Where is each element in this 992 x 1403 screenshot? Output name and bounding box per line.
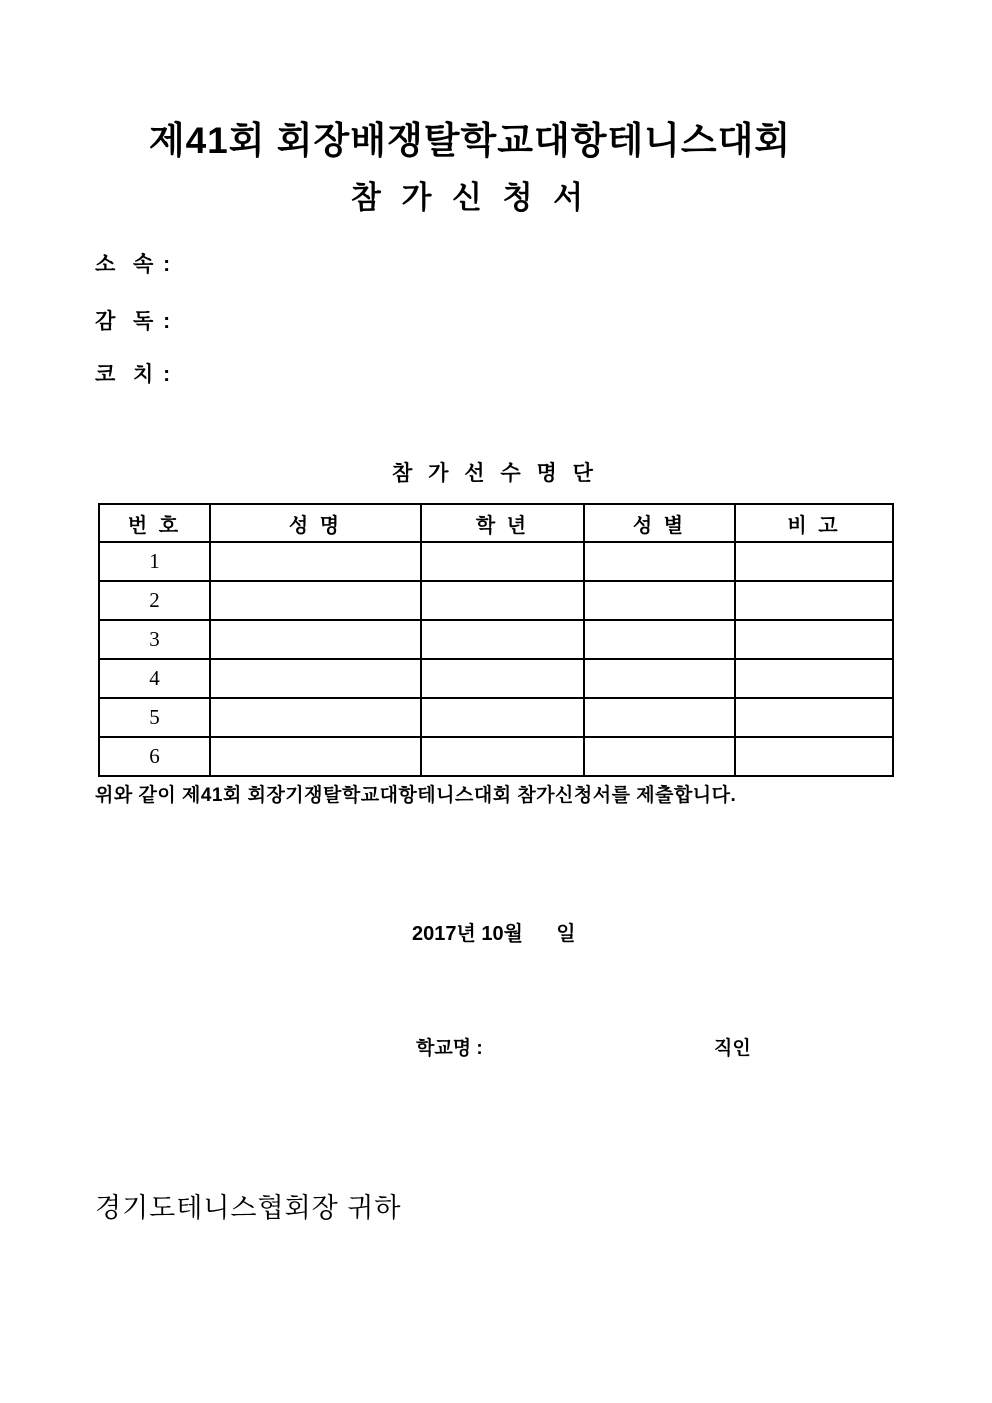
coach-field-label: 코 치 : <box>95 363 173 386</box>
grade-cell <box>421 581 584 620</box>
column-header-note: 비 고 <box>735 504 893 542</box>
row-number-cell: 4 <box>99 659 210 698</box>
gender-cell <box>584 581 735 620</box>
date-line: 2017년 10월 일 <box>412 923 576 945</box>
row-number-cell: 3 <box>99 620 210 659</box>
note-cell <box>735 737 893 776</box>
name-cell <box>210 542 421 581</box>
column-header-grade: 학 년 <box>421 504 584 542</box>
gender-cell <box>584 698 735 737</box>
seal-label: 직인 <box>714 1038 751 1059</box>
gender-cell <box>584 620 735 659</box>
name-cell <box>210 737 421 776</box>
note-cell <box>735 698 893 737</box>
note-cell <box>735 620 893 659</box>
table-row <box>99 581 893 620</box>
gender-cell <box>584 659 735 698</box>
manager-field-label: 감 독 : <box>95 310 173 333</box>
roster-table-title: 참 가 선 수 명 단 <box>392 462 598 485</box>
table-row <box>99 698 893 737</box>
table-row <box>99 542 893 581</box>
gender-cell <box>584 737 735 776</box>
document-title: 제41회 회장배쟁탈학교대항테니스대회 <box>148 120 792 161</box>
school-name-label: 학교명 : <box>416 1038 483 1059</box>
gender-cell <box>584 542 735 581</box>
note-cell <box>735 542 893 581</box>
name-cell <box>210 620 421 659</box>
note-cell <box>735 659 893 698</box>
row-number-cell: 6 <box>99 737 210 776</box>
row-number-cell: 2 <box>99 581 210 620</box>
name-cell <box>210 581 421 620</box>
grade-cell <box>421 620 584 659</box>
submission-statement: 위와 같이 제41회 회장기쟁탈학교대항테니스대회 참가신청서를 제출합니다. <box>95 785 737 806</box>
name-cell <box>210 698 421 737</box>
recipient-line: 경기도테니스협회장 귀하 <box>95 1193 402 1223</box>
roster-table <box>98 503 894 777</box>
table-row <box>99 659 893 698</box>
grade-cell <box>421 542 584 581</box>
grade-cell <box>421 698 584 737</box>
table-row <box>99 620 893 659</box>
affiliation-field-label: 소 속 : <box>95 253 173 276</box>
grade-cell <box>421 659 584 698</box>
name-cell <box>210 659 421 698</box>
table-row <box>99 737 893 776</box>
row-number-cell: 5 <box>99 698 210 737</box>
note-cell <box>735 581 893 620</box>
roster-header-row <box>99 504 893 542</box>
row-number-cell: 1 <box>99 542 210 581</box>
column-header-name: 성 명 <box>210 504 421 542</box>
document-subtitle: 참 가 신 청 서 <box>350 180 590 215</box>
column-header-gender: 성 별 <box>584 504 735 542</box>
grade-cell <box>421 737 584 776</box>
column-header-number: 번 호 <box>99 504 210 542</box>
